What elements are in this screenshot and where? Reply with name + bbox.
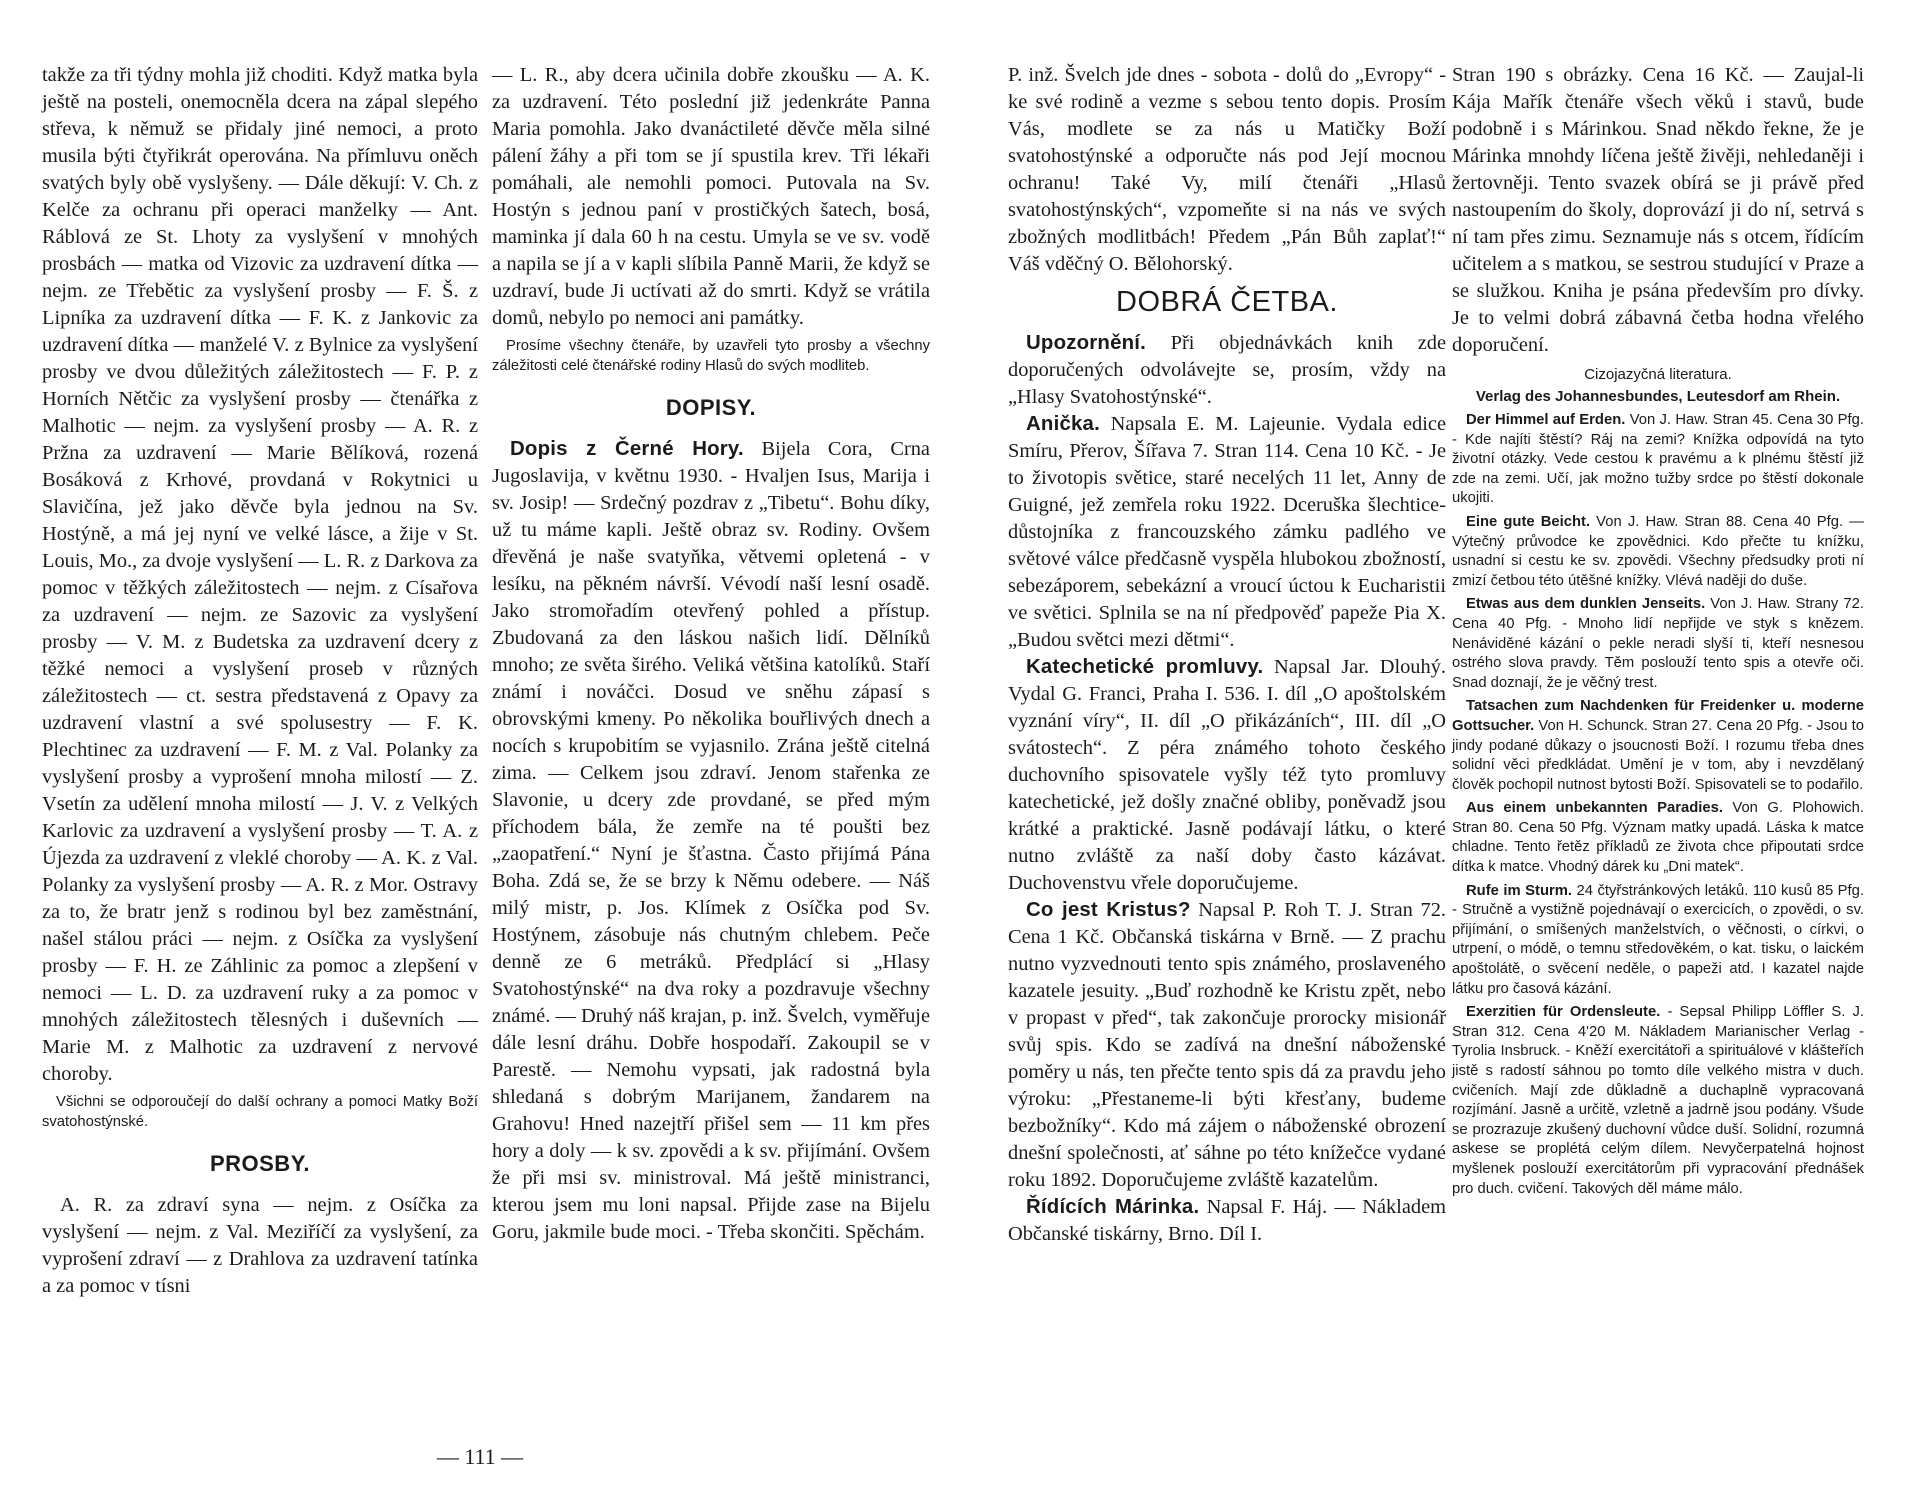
foreign-book-entry: [1452, 595, 1864, 693]
column-4: [1452, 62, 1864, 1203]
foreign-book-entry: [1452, 697, 1864, 795]
foreign-book-text: Von G. Plohowich. Stran 80. Cena 50 Pfg. Význam matky upadá. Láska k matce chladne. Tento řetěz příkladů ze života chce připoutati srdce dítka k matce. Vhodný dárek ku „Dni matek“.: [1452, 800, 1864, 876]
dopisy-heading: DOPISY.: [665, 395, 757, 420]
letter-paragraph: [492, 436, 930, 1246]
publisher-heading: Verlag des Johannesbundes, Leutesdorf am Rhein.: [1475, 388, 1841, 405]
foreign-book-text: - Sepsal Philipp Löffler S. J. Stran 312. Cena 4'20 M. Nákladem Marianischer Verlag - Tyrolia Insbruck. - Kněží exercitátoři a spirituálové v klášteřích jistě s radostí sáhnou po tomto díle velkého mistra v duch. cvičeních. Mají zde důkladně a duchaplně vypracovaná rozjímání. Jasně a určitě, vzletně a jadrně jsou podány. Všude se prozrazuje zkušený duchovní vůdce duší. Solidní, rozumná askese se proplétá celým dílem. Nevyčerpatelná hojnost myšlenek poslouží exercitátorům při vypracování přednášek pro duch. cvičení. Takových děl máme málo.: [1452, 1004, 1864, 1197]
foreign-book-text: Von J. Haw. Stran 88. Cena 40 Pfg. — Výtečný průvodce ke zpovědnici. Kdo přečte tu knížku, usnadní si cestu ke sv. zpovědi. Všechny předsudky proti ní zmizí četbou této útěšné knížky. Vlévá naději do duše.: [1452, 513, 1864, 589]
book-entry: [1008, 897, 1446, 1194]
letter-body: Bijela Cora, Crna Jugoslavija, v květnu 1930. - Hvaljen Isus, Marija i sv. Josip! — Srdečný pozdrav z „Tibetu“. Bohu díky, už tu máme kapli. Ještě obraz sv. Rodiny. Ovšem dřevěná je naše svatyňka, větvemi opletená - v lesíku, na pěkném návrší. Vévodí naší lesní osadě. Jako stromořadím otevřený pohled a přístup. Zbudovaná za den láskou našich lidí. Dělníků mnoho; ze světa širého. Veliká většina katolíků. Staří známí i nováčci. Dosud ve sněhu zápasí s obrovskými kmeny. Po několika bouřlivých dnech a nocích s krupobitím se vyjasnilo. Zrána ještě citelná zima. — Celkem jsou zdraví. Jenom stařenka ze Slavonie, u dcery zde provdané, se před mým příchodem bála, že zemře na té poušti bez „zaopatření.“ Nyní je šťastna. Často přijímá Pána Boha. Zdá se, že se brzy k Němu odebere. — Náš milý mistr, p. Jos. Klímek z Osíčka pod Sv. Hostýnem, zásobuje nás chutným chlebem. Peče denně ze 6 metráků. Předplácí si „Hlasy Svatohostýnské“ na dva roky a pozdravuje všechny známé. — Druhý náš krajan, p. inž. Švelch, vyměřuje dále lesní dráhu. Dobře hospodaří. Zakoupil se v Parestě. — Nemohu vypsati, jak radostná byla shledaná s dobrým Marijanem, žandarem na Grahovu! Hned nazejtří přišel sem — 11 km přes hory a doly — k sv. zpovědi a k sv. přijímání. Ovšem že při msi sv. ministroval. Má ještě ministranci, kterou jsem mu loni napsal. Přijde zase na Bijelu Goru, jakmile bude moci. - Třeba skončiti. Spěchám.: [492, 438, 930, 1243]
book-title: Upozornění.: [1026, 332, 1147, 354]
foreign-book-text: 24 čtyřstránkových letáků. 110 kusů 85 Pfg. - Stručně a vystižně pojednávají o exercicích, o zpovědi, o sv. přijímání, o smíšených manželstvích, o věčnosti, o církvi, o utrpení, o módě, o temnu středověkém, o kat. tisku, o laickém apoštolátě, o svěcení neděle, o papeži atd. I kazatel najde látku pro časová kázání.: [1452, 882, 1864, 997]
book-text: Při objednávkách knih zde doporučených odvolávejte se, prosím, vždy na „Hlasy Svatohostýnské“.: [1008, 332, 1446, 408]
letter-continued-paragraph: P. inž. Švelch jde dnes - sobota - dolů do „Evropy“ - ke své rodině a vezme s sebou tento dopis. Prosím Vás, modlete se za nás u Matičky Boží svatohostýnské a odporučte nás pod Její mocnou ochranu! Také Vy, milí čtenáři „Hlasů svatohostýnských“, vzpomeňte si na nás ve svých zbožných modlitbách! Předem „Pán Bůh zaplať!“ Váš vděčný O. Bělohorský.: [1008, 64, 1446, 275]
foreign-book-title: Tatsachen zum Nachdenken für Freidenker u. moderne Gottsucher.: [1452, 698, 1864, 734]
foreign-book-title: Eine gute Beicht.: [1466, 513, 1591, 530]
book-entry: [1008, 654, 1446, 897]
foreign-book-title: Rufe im Sturm.: [1466, 882, 1573, 899]
foreign-book-entry: [1452, 513, 1864, 591]
prosby-paragraph: A. R. za zdraví syna — nejm. z Osíčka za vyslyšení — nejm. z Val. Meziříčí za vyslyšení, za vyprošení zdraví — z Drahlova za uzdravení tatínka a za pomoc v tísni: [42, 1194, 478, 1297]
prosby-heading: PROSBY.: [209, 1151, 311, 1176]
column-2: [492, 62, 930, 1246]
book-title: Co jest Kristus?: [1026, 899, 1191, 921]
foreign-book-text: Von J. Haw. Stran 45. Cena 30 Pfg. - Kde najíti štěstí? Ráj na zemi? Knížka odpovídá na tyto životní otázky. Vede cestou k pravému a k plnému štěstí již zde na zemi. Učí, jak možno tužby srdce po štěstí dokonale ukojiti.: [1452, 412, 1864, 507]
foreign-literature-subheading: Cizojazyčná literatura.: [1584, 366, 1732, 383]
dobra-cetba-heading: DOBRÁ ČETBA.: [1116, 286, 1338, 318]
column-3: [1008, 62, 1446, 1248]
foreign-book-entry: [1452, 882, 1864, 1000]
foreign-book-text: Von H. Schunck. Stran 27. Cena 20 Pfg. - Jsou to jindy podané důkazy o jsoucnosti Boží. I rozumu třeba dnes solidní věci předkládat. Umění je v tom, aby i nevzdělaný člověk pochopil nutnost bytosti Boží. Spisovateli se to podařilo.: [1452, 717, 1864, 793]
book-text: Napsal F. Háj. — Nákladem Občanské tiskárny, Brno. Díl I.: [1008, 1196, 1447, 1245]
foreign-book-text: Von J. Haw. Strany 72. Cena 40 Pfg. - Mnoho lidí nepřijde ve styk s knězem. Nenáviděné kázání o pekle neradi slyší ti, kteří nesnesou ostrého slova pravdy. Těm poslouží tento spis a otevře oči. Snad doznají, že je věčný trest.: [1452, 596, 1864, 691]
column-1: [42, 62, 478, 1300]
book-entry: [1008, 330, 1446, 411]
book-entry: [1008, 411, 1446, 654]
foreign-book-title: Der Himmel auf Erden.: [1466, 412, 1626, 428]
foreign-book-title: Exerzitien für Ordensleute.: [1466, 1004, 1661, 1021]
foreign-book-title: Etwas aus dem dunklen Jenseits.: [1466, 596, 1706, 613]
prosby-continued-paragraph: — L. R., aby dcera učinila dobře zkoušku — A. K. za uzdravení. Této poslední již jedenkráte Panna Maria pomohla. Jako dvanáctileté děvče měla silné pálení žáhy a při tom se jí spustila krev. Tři lékaři pomáhali, ale nemohli pomoci. Putovala na Sv. Hostýn s jednou paní v prostičkých šatech, bosá, maminka jí dala 60 h na cestu. Umyla se ve sv. vodě a napila se jí a v kapli slíbila Panně Marii, že když se uzdraví, bude Ji uctívati až do smrti. Když se vrátila domů, nebylo po nemoci ani památky.: [492, 64, 930, 329]
foreign-book-entry: [1452, 1003, 1864, 1199]
page-number: — 111 —: [436, 1444, 524, 1469]
book-title: Řídících Márinka.: [1026, 1196, 1200, 1218]
book-title: Katechetické promluvy.: [1026, 656, 1264, 678]
book-text: Napsal P. Roh T. J. Stran 72. Cena 1 Kč. Občanská tiskárna v Brně. — Z prachu nutno vyzvednouti tento spis známého, proslaveného kazatele jesuity. „Buď rozhodně ke Kristu zpět, nebo v propast v před“, tak zakončuje prorocky misionář svůj spis. Kdo se zadívá na dnešní náboženské poměry u nás, ten přečte tento spis dá za pravdu jeho výroku: „Přestaneme-li býti křesťany, budeme bezbožníky“. Kdo má zájem o náboženské obrození dnešní společnosti, ať sáhne po této knížečce vydané roku 1892. Doporučujeme zvláště kazatelům.: [1008, 899, 1446, 1191]
letter-title: Dopis z Černé Hory.: [510, 438, 744, 460]
book-title: Anička.: [1026, 413, 1100, 435]
book-text: Napsala E. M. Lajeunie. Vydala edice Smíru, Přerov, Šířava 7. Stran 114. Cena 10 Kč. - Je to životopis světice, staré necelých 11 let, Anny de Guigné, jež zemřela roku 1922. Dceruška šlechtice-důstojníka z francouzského zámku padlého ve světové válce předčasně vyspěla hlubokou zbožností, sebezáporem, sebekázní a vroucí úctou k Eucharistii ve světici. Splnila se na ní předpověď papeže Pia X. „Budou světci mezi dětmi“.: [1008, 413, 1446, 651]
book-text: Napsal Jar. Dlouhý. Vydal G. Franci, Praha I. 536. I. díl „O apoštolském vyznání víry“, II. díl „O přikázáních“, III. díl „O svátostech“. Z péra známého tohoto českého duchovního spisovatele vyšly též tyto promluvy katechetické, jež došly značné obliby, poněvadž jsou krátké a praktické. Jasně podávají látku, o které nutno zvláště za naší doby často kázávat. Duchovenstvu vřele doporučujeme.: [1008, 656, 1446, 894]
foreign-book-entry: [1452, 799, 1864, 877]
foreign-book-entry: [1452, 411, 1864, 509]
prosby-note: Prosíme všechny čtenáře, by uzavřeli tyto prosby a všechny záležitosti celé čtenářské rodiny Hlasů do svých modliteb.: [492, 338, 930, 374]
book-continued-paragraph: Stran 190 s obrázky. Cena 16 Kč. — Zaujal-li Kája Mařík čtenáře všech věků i stavů, bude podobně i s Márinkou. Snad někdo řekne, že je Márinka mnohdy líčena ještě živěji, nehledaněji i žertovněji. Tento svazek obírá se ji právě před nastoupením do školy, doprovází ji do ní, setrvá s ní tam přes zimu. Seznamuje nás s otcem, řídícím učitelem a s matkou, se sestrou studující v Praze a se služkou. Kniha je psána především pro dívky. Je to velmi dobrá zábavná četba hodna vřelého doporučení.: [1452, 64, 1864, 356]
thanksgiving-paragraph: takže za tři týdny mohla již choditi. Když matka byla ještě na posteli, onemocněla dcera na zápal slepého střeva, k němuž se přidaly jiné nemoci, a proto musila býti čtyřikrát operována. Na přímluvu oněch svatých byly obě vyslyšeny. — Dále děkují: V. Ch. z Kelče za ochranu při operaci manželky — Ant. Ráblová ze St. Lhoty za vyslyšení v mnohých prosbách — matka od Vizovic za uzdravení dítka — nejm. ze Třebětic za vyslyšení prosby — F. Š. z Lipníka za uzdravení dítka — F. K. z Jankovic za uzdravení dítka — manželé V. z Bylnice za vyslyšení prosby ve dvou důležitých záležitostech — F. P. z Horních Nětčic za vyslyšení prosby — čtenářka z Malhotic — nejm. za vyslyšení prosby — A. R. z Pržna za uzdravení — Marie Bělíková, rozená Bosáková z Krhové, provdaná v Rokytnici u Slavičína, jež jako děvče byla jednou na Sv. Hostýně, a má jej nyní ve velké lásce, a žije v St. Louis, Mo., za dvoje vyslyšení — L. R. z Darkova za pomoc v těžkých záležitostech — nejm. z Císařova za uzdravení — nejm. ze Sazovic za vyslyšení prosby — V. M. z Budetska za uzdravení dcery z těžké nemoci a vyslyšení proseb v různých záležitostech — ct. sestra představená z Opavy za uzdravení vlastní a své spolusestry — F. K. Plechtinec za uzdravení — F. M. z Val. Polanky za vyslyšení prosby a vyprošení mnoha milostí — Z. Vsetín za udělení mnoha milostí — J. V. z Velkých Karlovic za uzdravení a vyslyšení prosby — T. A. z Újezda za uzdravení z vleklé choroby — A. K. z Val. Polanky za vyslyšení prosby — A. R. z Mor. Ostravy za to, že bratr jenž s rodinou byl bez zaměstnání, našel stálou práci — nejm. z Osíčka za vyslyšení prosby — F. H. ze Záhlinic za pomoc a zlepšení v nemoci — L. D. za uzdravení ruky a za pomoc v mnohých záležitostech tělesných i duševních — Marie M. z Malhotic za uzdravení z nervové choroby.: [42, 64, 478, 1085]
foreign-book-title: Aus einem unbekannten Paradies.: [1466, 800, 1723, 817]
thanksgiving-note: Všichni se odporoučejí do další ochrany a pomoci Matky Boží svatohostýnské.: [42, 1094, 478, 1130]
book-entry: [1008, 1194, 1446, 1248]
